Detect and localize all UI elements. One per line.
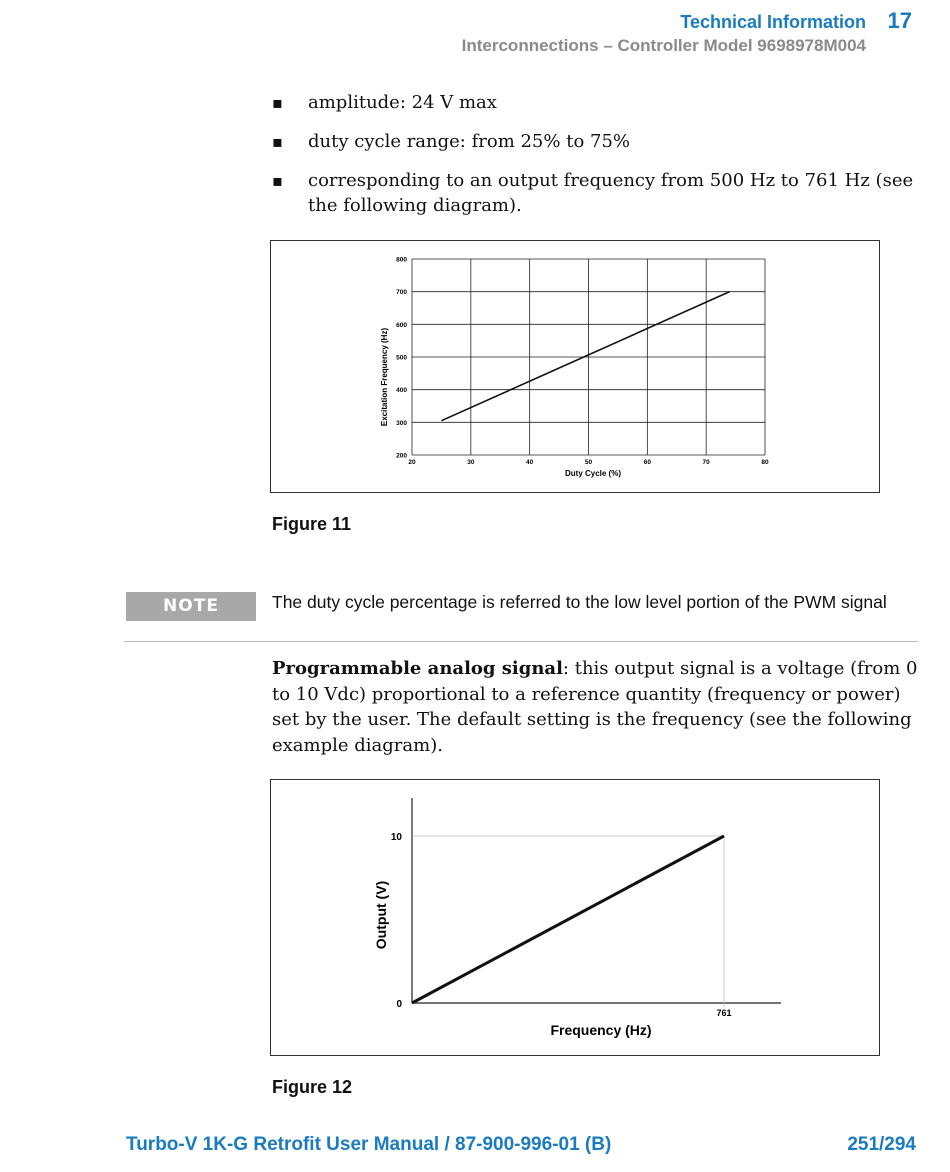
note-badge: NOTE	[126, 592, 256, 621]
x-tick-label: 80	[761, 459, 769, 466]
x-tick-label: 50	[584, 459, 593, 466]
footer-manual-title: Turbo-V 1K-G Retrofit User Manual / 87-900-996-01 (B)	[126, 1134, 612, 1155]
bullet-item	[272, 90, 922, 115]
note-text: The duty cycle percentage is referred to the low level portion of the PWM signal	[272, 592, 887, 612]
divider	[124, 641, 918, 642]
bullet-marker: ▪	[272, 132, 283, 151]
paragraph-lead: Programmable analog signal	[272, 658, 563, 679]
y-tick-label: 0	[396, 999, 402, 1010]
figure-12-caption: Figure 12	[272, 1077, 353, 1097]
figure-12-frame	[270, 779, 880, 1056]
bullet-text: corresponding to an output frequency from 500 Hz to 761 Hz (see the following diagram).	[308, 170, 914, 216]
x-tick-label: 70	[702, 459, 710, 466]
figure-11-chart	[271, 241, 879, 492]
chapter-number: 17	[887, 8, 912, 33]
bullet-list	[272, 90, 922, 232]
x-tick-label: 20	[408, 459, 416, 466]
figure-11-frame	[270, 240, 880, 493]
y-axis-label: Output (V)	[373, 880, 389, 950]
y-axis-label: Excitation Frequency (Hz)	[380, 327, 389, 427]
bullet-text: amplitude: 24 V max	[308, 92, 497, 113]
y-tick-label: 700	[396, 289, 407, 297]
x-tick-label: 60	[643, 459, 651, 466]
series-line	[412, 836, 724, 1003]
y-tick-label: 600	[396, 321, 407, 329]
footer-page-number: 251/294	[847, 1134, 916, 1155]
bullet-marker: ▪	[272, 171, 283, 190]
figure-12-chart	[271, 780, 879, 1055]
y-tick-label: 500	[396, 354, 407, 362]
section-subtitle: Interconnections – Controller Model 9698978M004	[461, 36, 866, 55]
y-tick-label: 10	[390, 832, 402, 843]
paragraph-text: : this output signal is a voltage (from 0 to 10 Vdc) proportional to a reference quantity (frequency or power) set by the user. The default setting is the frequency (see the following example diagram).	[272, 658, 918, 756]
y-tick-label: 300	[396, 419, 407, 427]
y-tick-label: 200	[396, 452, 407, 460]
bullet-item	[272, 129, 922, 154]
x-axis-label: Frequency (Hz)	[550, 1022, 652, 1038]
x-tick-label: 40	[526, 459, 534, 466]
series-line	[441, 292, 729, 421]
section-title: Technical Information	[680, 12, 866, 32]
body-paragraph	[272, 656, 932, 758]
bullet-marker: ▪	[272, 93, 283, 112]
bullet-item	[272, 168, 922, 218]
x-tick-label: 761	[716, 1008, 732, 1018]
y-tick-label: 800	[396, 256, 407, 264]
y-tick-label: 400	[396, 387, 407, 395]
x-tick-label: 30	[467, 459, 475, 466]
x-axis-label: Duty Cycle (%)	[564, 469, 622, 478]
figure-11-caption: Figure 11	[272, 514, 352, 534]
bullet-text: duty cycle range: from 25% to 75%	[308, 131, 631, 152]
